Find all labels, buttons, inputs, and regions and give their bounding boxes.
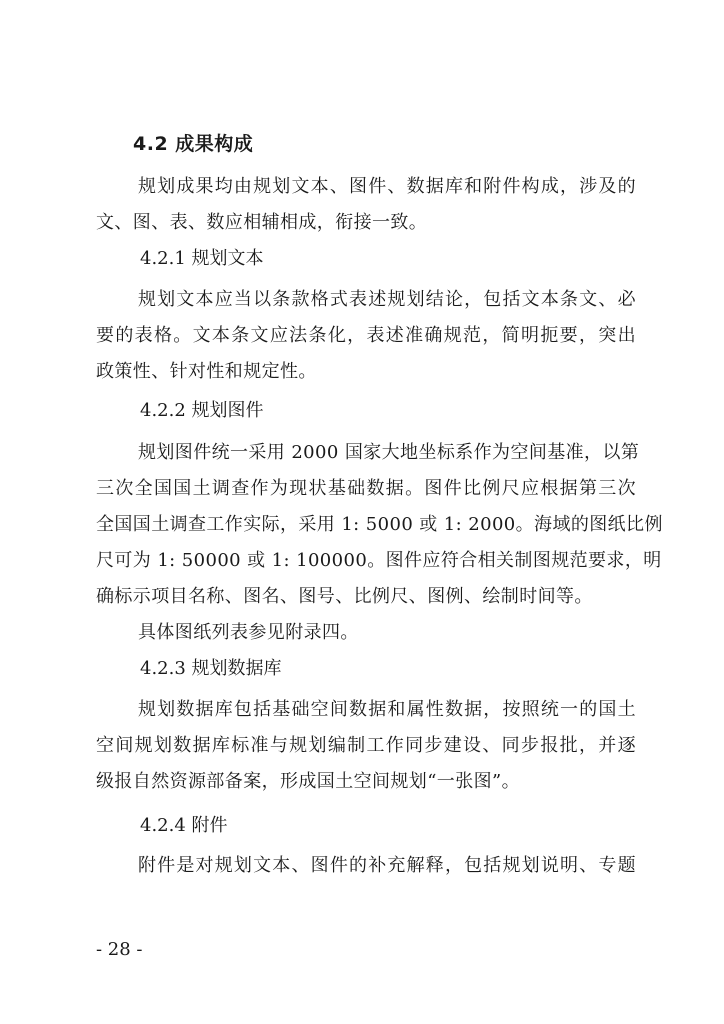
paragraph-line: 附件是对规划文本、图件的补充解释，包括规划说明、专题: [138, 855, 636, 876]
intro-paragraph: [96, 169, 636, 241]
paragraph-line: 级报自然资源部备案，形成国土空间规划“一张图”。: [96, 771, 521, 792]
attachments-paragraph: [96, 848, 636, 884]
subsection-heading-attachments: 4.2.4 附件: [140, 815, 228, 836]
paragraph-line: 尺可为 1: 50000 或 1: 100000。图件应符合相关制图规范要求，明: [96, 550, 662, 571]
text-paragraph: [96, 282, 636, 390]
subsection-heading-maps: 4.2.2 规划图件: [140, 400, 264, 421]
paragraph-line: 三次全国国土调查作为现状基础数据。图件比例尺应根据第三次: [96, 478, 636, 499]
maps-paragraph: [96, 435, 663, 651]
paragraph-line: 要的表格。文本条文应法条化，表述准确规范，简明扼要，突出: [96, 325, 636, 346]
paragraph-line: 全国国土调查工作实际，采用 1: 5000 或 1: 2000。海域的图纸比例: [96, 514, 663, 535]
section-heading: 4.2 成果构成: [133, 133, 254, 155]
paragraph-line: 规划文本应当以条款格式表述规划结论，包括文本条文、必: [138, 289, 636, 310]
paragraph-line: 文、图、表、数应相辅相成，衔接一致。: [96, 212, 428, 233]
database-paragraph: [96, 692, 636, 800]
paragraph-line: 规划成果均由规划文本、图件、数据库和附件构成，涉及的: [138, 176, 636, 197]
page-number: - 28 -: [96, 939, 143, 960]
subsection-heading-text: 4.2.1 规划文本: [140, 248, 264, 269]
paragraph-line: 政策性、针对性和规定性。: [96, 361, 317, 382]
paragraph-line: 空间规划数据库标准与规划编制工作同步建设、同步报批，并逐: [96, 735, 636, 756]
paragraph-line: 确标示项目名称、图名、图号、比例尺、图例、绘制时间等。: [96, 586, 593, 607]
paragraph-line: 规划图件统一采用 2000 国家大地坐标系作为空间基准，以第: [138, 442, 640, 463]
paragraph-line: 规划数据库包括基础空间数据和属性数据，按照统一的国土: [138, 699, 636, 720]
paragraph-line: 具体图纸列表参见附录四。: [138, 622, 359, 643]
subsection-heading-database: 4.2.3 规划数据库: [140, 658, 282, 679]
